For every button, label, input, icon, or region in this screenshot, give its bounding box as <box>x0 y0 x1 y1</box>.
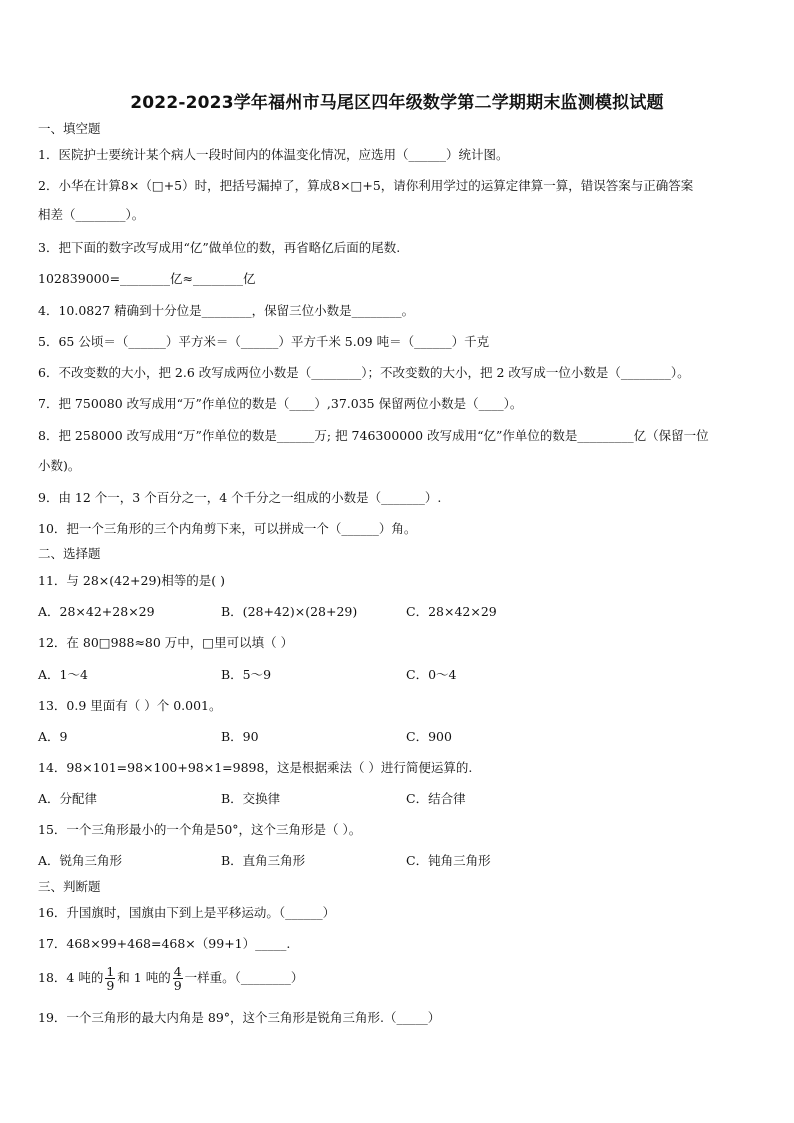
question-2-line-1: 2．小华在计算8×（□+5）时，把括号漏掉了，算成8×□+5，请你利用学过的运算定律算一算，错误答案与正确答案 <box>38 178 694 193</box>
question-14-option-a: A．分配律 <box>38 791 98 806</box>
section-heading-true-false: 三、判断题 <box>38 879 101 894</box>
question-5: 5．65 公顷＝（______）平方米＝（______）平方千米 5.09 吨＝（______）千克 <box>38 334 490 349</box>
question-12-option-c: C．0～4 <box>406 667 457 682</box>
question-13: 13．0.9 里面有（ ）个 0.001。 <box>38 698 222 713</box>
page-title: 2022-2023学年福州市马尾区四年级数学第二学期期末监测模拟试题 <box>130 93 664 113</box>
question-14: 14．98×101=98×100+98×1=9898，这是根据乘法（ ）进行简便运算的. <box>38 760 473 775</box>
question-15-option-a: A．锐角三角形 <box>38 853 123 868</box>
question-16: 16．升国旗时，国旗由下到上是平移运动。（______） <box>38 905 336 920</box>
question-14-option-b: B．交换律 <box>221 791 281 806</box>
question-3-line-2: 102839000=________亿≈________亿 <box>38 271 256 286</box>
question-11-option-a: A．28×42+28×29 <box>38 604 155 619</box>
fraction-denominator: 9 <box>106 978 115 993</box>
question-8-line-1: 8．把 258000 改写成用“万”作单位的数是______万; 把 746300000 改写成用“亿”作单位的数是_________亿（保留一位 <box>38 428 709 443</box>
question-9: 9．由 12 个一，3 个百分之一，4 个千分之一组成的小数是（_______）. <box>38 490 442 505</box>
question-11-option-c: C．28×42×29 <box>406 604 497 619</box>
section-heading-multiple-choice: 二、选择题 <box>38 546 101 561</box>
section-heading-fill-blank: 一、填空题 <box>38 121 101 136</box>
question-15-option-c: C．钝角三角形 <box>406 853 491 868</box>
question-11-option-b: B．(28+42)×(28+29) <box>221 604 358 619</box>
question-8-line-2: 小数)。 <box>38 458 81 473</box>
question-18-suffix: 一样重。（________） <box>184 970 304 985</box>
question-2-line-2: 相差（________）。 <box>38 207 145 222</box>
question-15: 15．一个三角形最小的一个角是50°，这个三角形是（ ）。 <box>38 822 362 837</box>
fraction-numerator: 4 <box>173 964 182 979</box>
question-6: 6．不改变数的大小，把 2.6 改写成两位小数是（________）；不改变数的大小，把 2 改写成一位小数是（________）。 <box>38 365 690 380</box>
question-15-option-b: B．直角三角形 <box>221 853 306 868</box>
question-13-option-c: C．900 <box>406 729 452 744</box>
question-12-option-b: B．5～9 <box>221 667 272 682</box>
question-4: 4．10.0827 精确到十分位是________，保留三位小数是________。 <box>38 303 415 318</box>
question-7: 7．把 750080 改写成用“万”作单位的数是（____）,37.035 保留两位小数是（____）。 <box>38 396 523 411</box>
question-13-option-a: A．9 <box>38 729 68 744</box>
question-11: 11．与 28×(42+29)相等的是( ) <box>38 573 226 588</box>
question-12-option-a: A．1～4 <box>38 667 88 682</box>
fraction-four-ninths <box>173 965 183 992</box>
question-12: 12．在 80□988≈80 万中，□里可以填（ ） <box>38 635 294 650</box>
question-18-middle: 和 1 吨的 <box>117 970 171 985</box>
fraction-denominator: 9 <box>173 978 182 993</box>
question-13-option-b: B．90 <box>221 729 259 744</box>
fraction-one-ninth <box>105 965 115 992</box>
question-1: 1．医院护士要统计某个病人一段时间内的体温变化情况，应选用（______）统计图。 <box>38 147 509 162</box>
question-3-line-1: 3．把下面的数字改写成用“亿”做单位的数，再省略亿后面的尾数. <box>38 240 401 255</box>
question-18-prefix: 18．4 吨的 <box>38 970 104 985</box>
fraction-numerator: 1 <box>106 964 115 979</box>
question-14-option-c: C．结合律 <box>406 791 466 806</box>
question-19: 19．一个三角形的最大内角是 89°，这个三角形是锐角三角形.（_____） <box>38 1010 441 1025</box>
question-10: 10．把一个三角形的三个内角剪下来，可以拼成一个（______）角。 <box>38 521 417 536</box>
question-17: 17．468×99+468=468×（99+1）_____. <box>38 936 291 951</box>
question-18 <box>38 963 303 993</box>
